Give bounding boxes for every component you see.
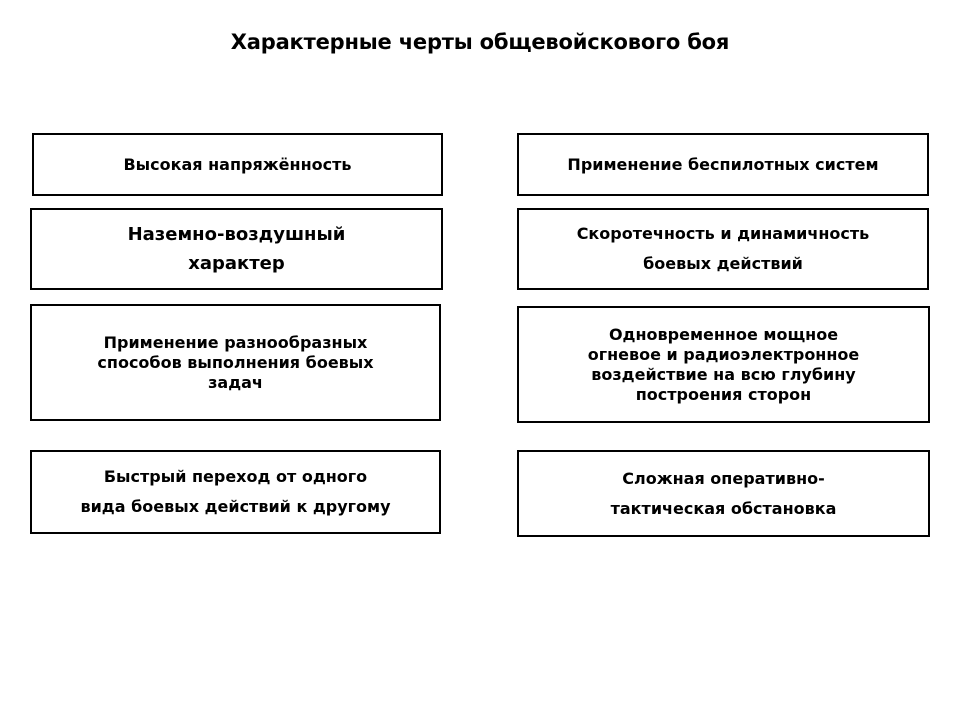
box-rapid-transition xyxy=(30,450,441,534)
box-label: Наземно-воздушный характер xyxy=(127,224,346,274)
box-label: Применение разнообразных способов выполнения боевых задач xyxy=(97,332,374,392)
box-diverse-methods xyxy=(30,304,441,421)
box-transience-dynamics xyxy=(517,208,929,290)
box-simultaneous-impact xyxy=(517,306,930,423)
diagram-title: Характерные черты общевойскового боя xyxy=(230,30,730,54)
box-label: Быстрый переход от одного вида боевых действий к другому xyxy=(80,467,391,516)
box-label: Применение беспилотных систем xyxy=(567,154,879,174)
box-label: Одновременное мощное огневое и радиоэлектронное воздействие на всю глубину построения сторон xyxy=(587,324,860,404)
box-high-intensity xyxy=(32,133,443,196)
box-unmanned-systems xyxy=(517,133,929,196)
box-label: Сложная оперативно- тактическая обстановка xyxy=(610,468,837,518)
box-label: Скоротечность и динамичность боевых действий xyxy=(576,224,870,273)
box-label: Высокая напряжённость xyxy=(123,154,352,174)
box-ground-air-character xyxy=(30,208,443,290)
box-complex-situation xyxy=(517,450,930,537)
